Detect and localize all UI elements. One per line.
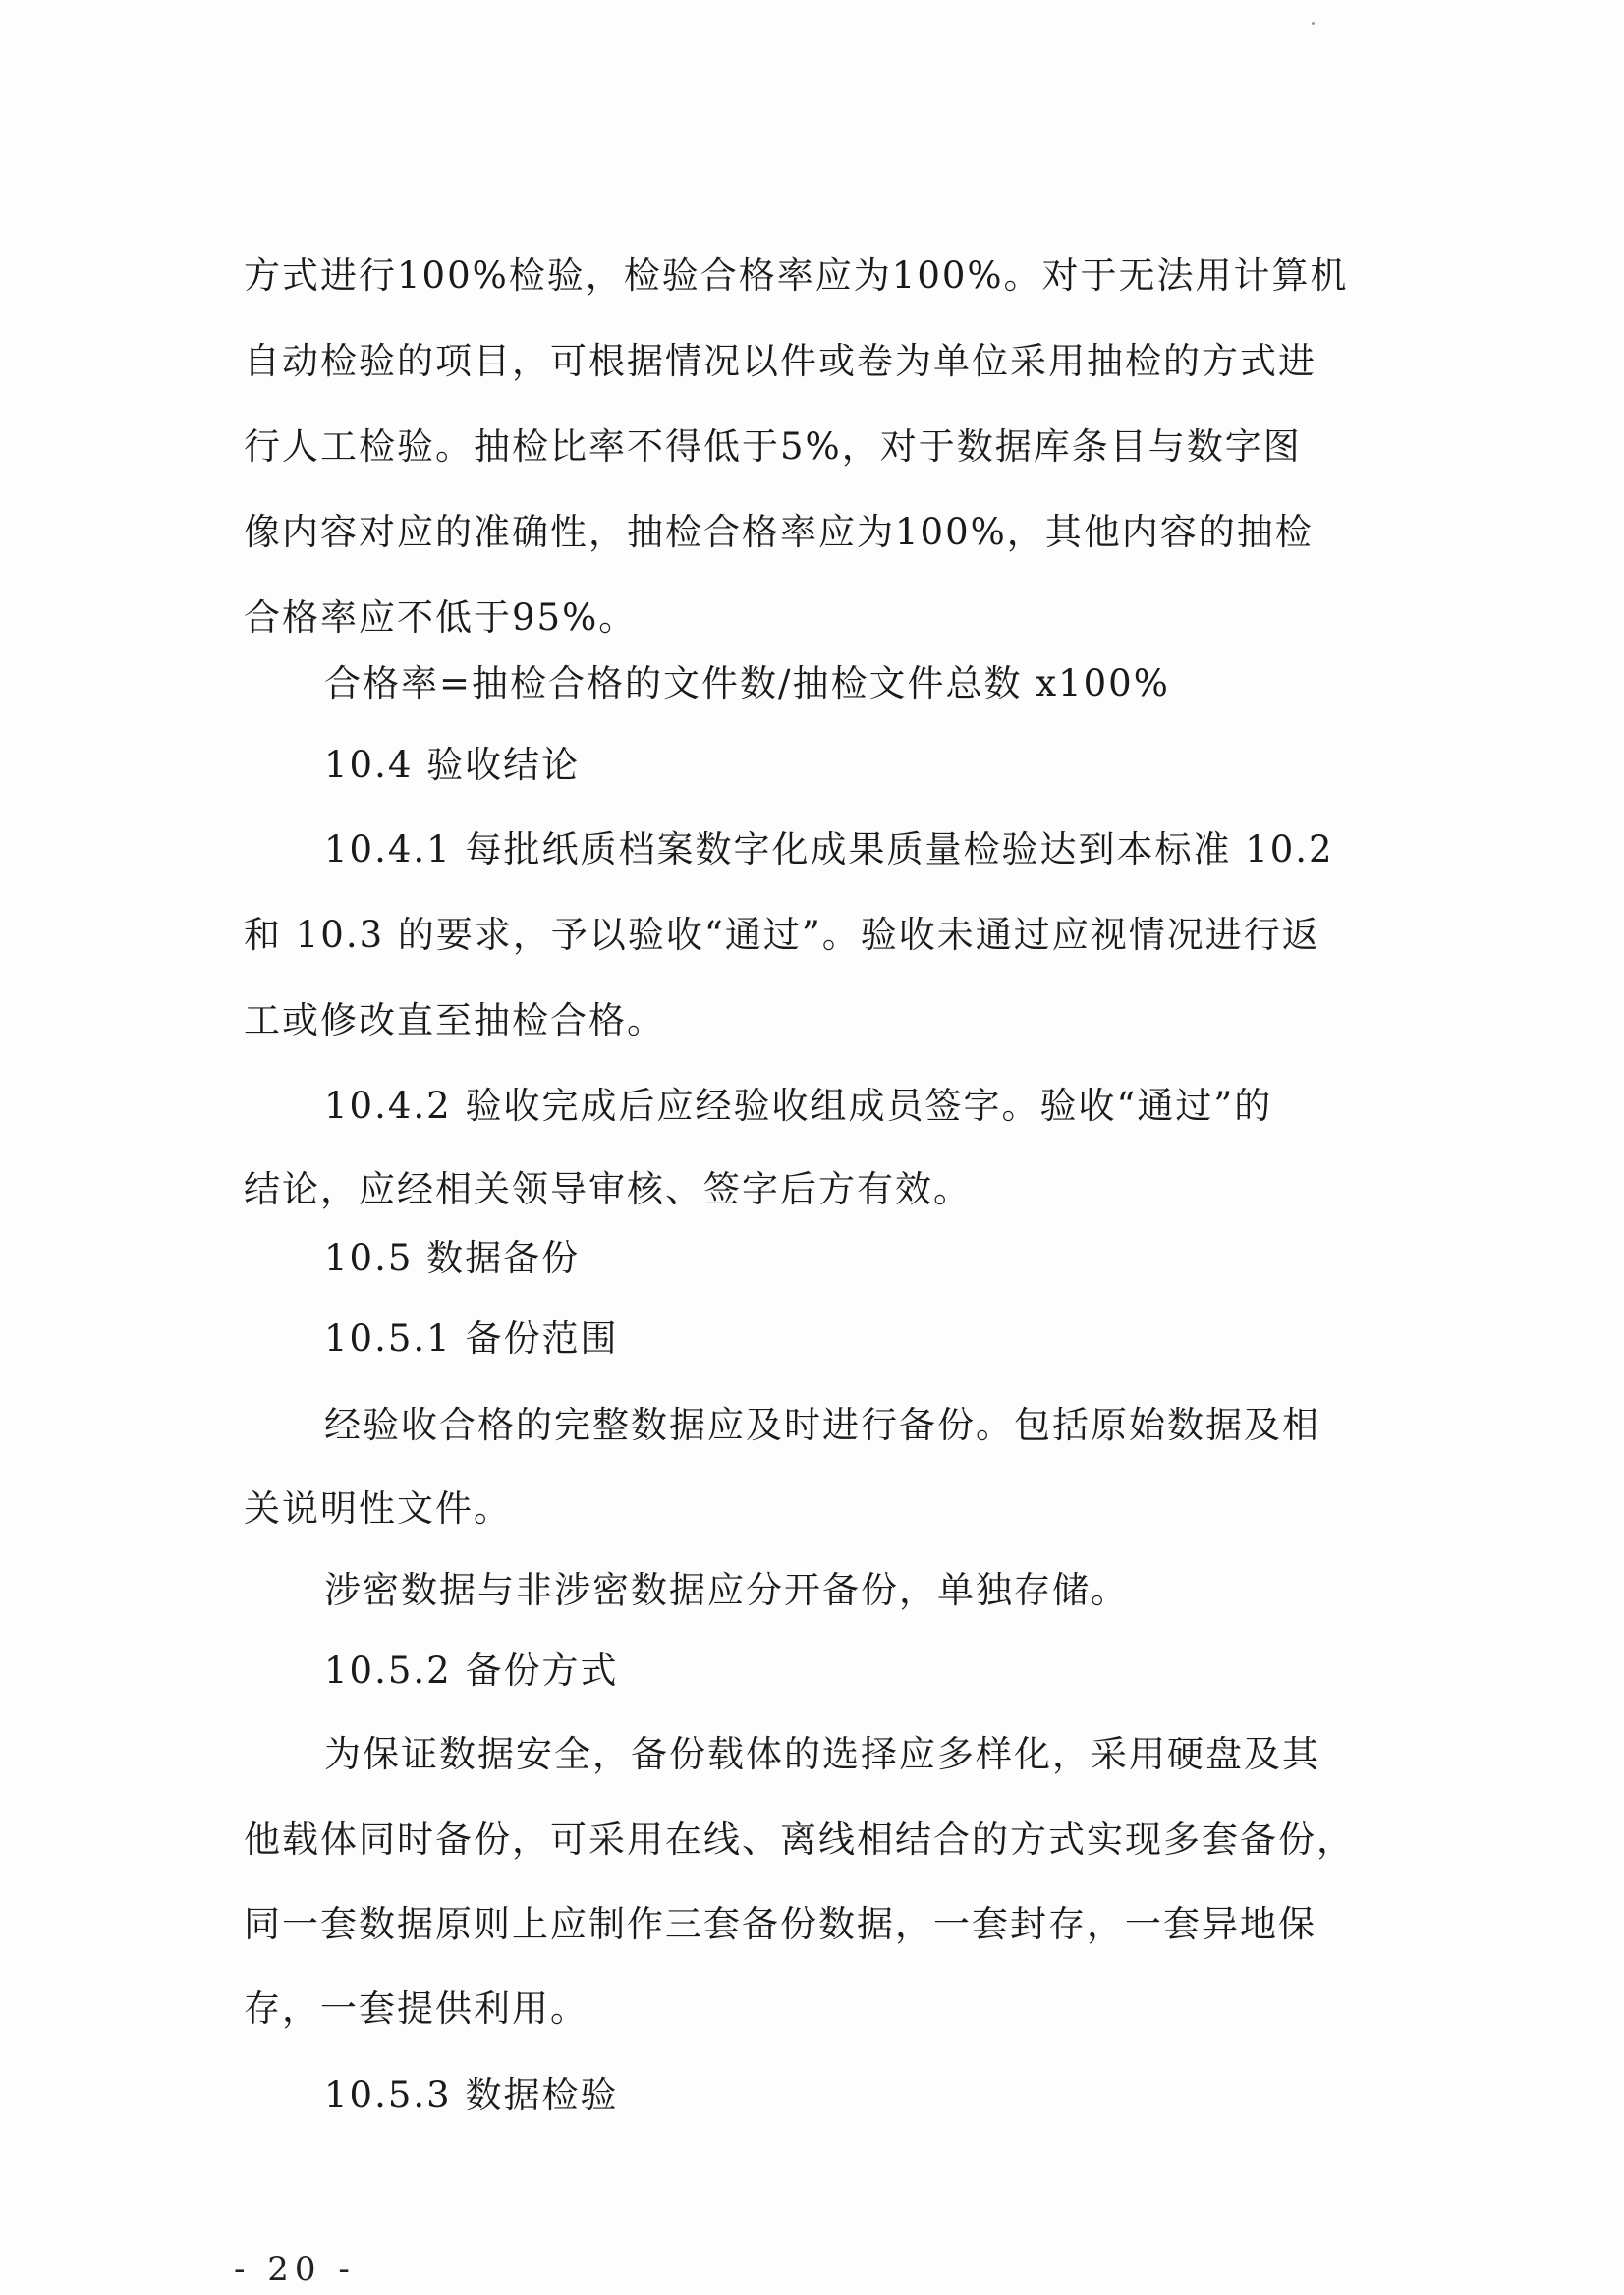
body-text-line: 10.4.1 每批纸质档案数字化成果质量检验达到本标准 10.2 <box>324 828 1334 870</box>
body-text-line: 和 10.3 的要求，予以验收“通过”。验收未通过应视情况进行返 <box>244 914 1320 956</box>
body-text-line: 自动检验的项目，可根据情况以件或卷为单位采用抽检的方式进 <box>244 340 1316 382</box>
body-text-line: 为保证数据安全，备份载体的选择应多样化，采用硬盘及其 <box>324 1733 1320 1775</box>
section-heading: 10.4 验收结论 <box>324 744 581 786</box>
body-text-line: 涉密数据与非涉密数据应分开备份，单独存储。 <box>324 1569 1129 1611</box>
page-number: - 20 - <box>234 2250 356 2289</box>
subsection-heading: 10.5.3 数据检验 <box>324 2074 619 2116</box>
body-text-line: 行人工检验。抽检比率不得低于5%，对于数据库条目与数字图 <box>244 425 1302 468</box>
body-text-line: 关说明性文件。 <box>244 1487 512 1530</box>
subsection-heading: 10.5.1 备份范围 <box>324 1317 619 1360</box>
body-text-line: 存，一套提供利用。 <box>244 1987 588 2030</box>
body-text-line: 工或修改直至抽检合格。 <box>244 999 665 1041</box>
scan-speck <box>1312 22 1315 25</box>
body-text-line: 同一套数据原则上应制作三套备份数据，一套封存，一套异地保 <box>244 1903 1316 1945</box>
subsection-heading: 10.5.2 备份方式 <box>324 1650 619 1692</box>
body-text-line: 方式进行100%检验，检验合格率应为100%。对于无法用计算机 <box>244 254 1349 297</box>
formula-line: 合格率=抽检合格的文件数/抽检文件总数 x100% <box>324 662 1170 704</box>
body-text-line: 经验收合格的完整数据应及时进行备份。包括原始数据及相 <box>324 1404 1320 1446</box>
body-text-line: 他载体同时备份，可采用在线、离线相结合的方式实现多套备份， <box>244 1819 1355 1861</box>
body-text-line: 像内容对应的准确性，抽检合格率应为100%，其他内容的抽检 <box>244 511 1314 553</box>
body-text-line: 结论，应经相关领导审核、签字后方有效。 <box>244 1168 972 1210</box>
body-text-line: 10.4.2 验收完成后应经验收组成员签字。验收“通过”的 <box>324 1085 1273 1127</box>
section-heading: 10.5 数据备份 <box>324 1237 581 1279</box>
body-text-line: 合格率应不低于95%。 <box>244 596 638 639</box>
